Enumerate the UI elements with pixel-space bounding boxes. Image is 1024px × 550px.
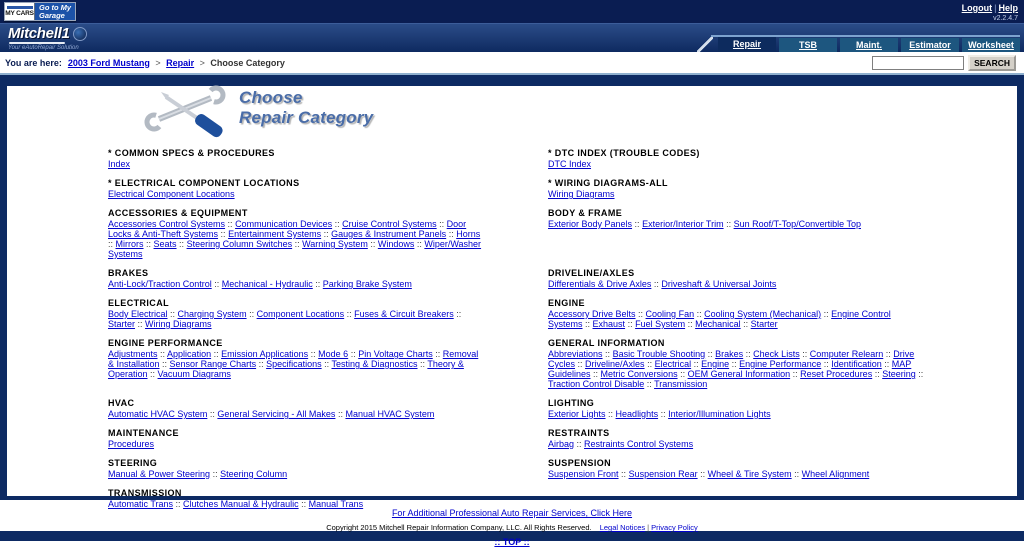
breadcrumb-link[interactable]: Repair (166, 57, 195, 68)
category-link[interactable]: Restraints Control Systems (584, 439, 694, 449)
category-link[interactable]: Communication Devices (235, 219, 333, 229)
link-separator: :: (723, 219, 734, 229)
link-separator: :: (256, 359, 267, 369)
category-link[interactable]: Testing & Diagnostics (331, 359, 418, 369)
category-link[interactable]: Procedures (108, 439, 155, 449)
back-to-top-link[interactable]: :: TOP :: (494, 537, 530, 547)
category-cell-right (548, 268, 978, 298)
category-title: STEERING (108, 458, 158, 468)
category-link[interactable]: Transmission (654, 379, 708, 389)
category-section (108, 178, 548, 199)
tab-worksheet[interactable]: Worksheet (962, 38, 1020, 52)
plate-strip (7, 6, 33, 9)
category-links (108, 159, 486, 169)
link-separator: :: (602, 349, 613, 359)
category-section (548, 428, 978, 449)
category-cell-right (548, 428, 978, 458)
link-separator: :: (312, 279, 323, 289)
promo-link[interactable]: For Additional Professional Auto Repair Services, Click Here (391, 508, 633, 518)
link-separator: :: (791, 469, 802, 479)
category-cell-left (108, 298, 548, 338)
category-link[interactable]: Anti-Lock/Traction Control (108, 279, 212, 289)
category-link[interactable]: Exhaust (592, 319, 626, 329)
link-separator: :: (321, 229, 332, 239)
category-cell-right (548, 148, 978, 178)
category-cell-right (548, 398, 978, 428)
link-separator: :: (915, 369, 924, 379)
tab-diagonal-decoration (697, 37, 713, 52)
category-link[interactable]: Engine (701, 359, 730, 369)
category-link[interactable]: Adjustments (108, 349, 158, 359)
link-separator: :: (308, 349, 319, 359)
category-links (108, 499, 486, 509)
search-input[interactable] (872, 56, 964, 70)
category-title: ENGINE PERFORMANCE (108, 338, 223, 348)
category-link[interactable]: Pin Voltage Charts (358, 349, 433, 359)
link-separator: :: (332, 219, 343, 229)
category-title: HVAC (108, 398, 135, 408)
garage-button-label (35, 3, 75, 20)
link-separator: :: (225, 219, 236, 229)
category-link[interactable]: Steering Column Switches (186, 239, 293, 249)
category-link[interactable]: Mirrors (115, 239, 144, 249)
category-title: GENERAL INFORMATION (548, 338, 665, 348)
category-link[interactable]: Wiring Diagrams (548, 189, 615, 199)
link-separator: :: (821, 309, 832, 319)
category-grid (108, 148, 1017, 518)
category-link[interactable]: Computer Relearn (809, 349, 884, 359)
category-link[interactable]: Fuel System (635, 319, 686, 329)
plate-label: MY CARS (5, 10, 34, 17)
search-button[interactable]: SEARCH (968, 55, 1016, 71)
breadcrumb-separator: > (152, 57, 164, 68)
category-link[interactable]: Warning System (302, 239, 368, 249)
category-cell-right (548, 458, 978, 488)
category-link[interactable]: Suspension Rear (628, 469, 698, 479)
link-separator: :: (211, 349, 222, 359)
breadcrumb-trail (68, 58, 285, 68)
category-link[interactable]: Starter (750, 319, 778, 329)
category-links (548, 219, 926, 229)
category-links (108, 219, 486, 259)
link-separator: :: (618, 469, 629, 479)
category-title: * COMMON SPECS & PROCEDURES (108, 148, 275, 158)
link-separator: :: (697, 469, 708, 479)
category-link[interactable]: Automatic HVAC System (108, 409, 208, 419)
category-title: BODY & FRAME (548, 208, 623, 218)
link-separator: :: (417, 359, 428, 369)
link-separator: :: (651, 279, 662, 289)
category-links (548, 309, 926, 329)
category-link[interactable]: Mechanical - Hydraulic (221, 279, 313, 289)
category-link[interactable]: MAP Guidelines (548, 359, 912, 379)
category-link[interactable]: Wheel Alignment (801, 469, 870, 479)
category-link[interactable]: Engine Performance (739, 359, 822, 369)
category-row (108, 398, 1017, 428)
category-section (548, 398, 978, 419)
category-link[interactable]: Door Locks & Anti-Theft Systems (108, 219, 467, 239)
link-separator: :: (210, 469, 221, 479)
category-link[interactable]: Reset Procedures (800, 369, 873, 379)
link-separator: :: (644, 359, 655, 369)
category-link[interactable]: Horns (456, 229, 481, 239)
category-link[interactable]: Drive Cycles (548, 349, 915, 369)
link-separator: :: (414, 239, 425, 249)
category-link[interactable]: Parking Brake System (322, 279, 412, 289)
brand-tagline: Your eAutoRepair Solution (8, 45, 79, 51)
category-section (108, 338, 548, 379)
category-link[interactable]: Starter (108, 319, 136, 329)
category-title: * DTC INDEX (TROUBLE CODES) (548, 148, 700, 158)
category-row (108, 208, 1017, 268)
link-separator: :: (143, 239, 154, 249)
category-section (108, 488, 548, 509)
category-link[interactable]: OEM General Information (687, 369, 791, 379)
category-section (548, 148, 978, 169)
category-link[interactable]: Driveshaft & Universal Joints (661, 279, 777, 289)
link-separator: :: (246, 309, 257, 319)
category-link[interactable]: Exterior/Interior Trim (642, 219, 724, 229)
link-separator: :: (436, 219, 447, 229)
link-separator: :: (729, 359, 740, 369)
content-frame (0, 75, 1024, 509)
category-title: * ELECTRICAL COMPONENT LOCATIONS (108, 178, 300, 188)
category-link[interactable]: Specifications (266, 359, 322, 369)
link-separator: :: (147, 369, 158, 379)
category-link[interactable]: Cruise Control Systems (342, 219, 437, 229)
link-separator: :: (743, 349, 754, 359)
category-cell-left (108, 428, 548, 458)
category-link[interactable]: Seats (153, 239, 177, 249)
category-section (108, 268, 548, 289)
breadcrumb-separator: > (197, 57, 208, 68)
category-links (108, 189, 486, 199)
link-separator: :: (344, 309, 355, 319)
link-separator: :: (298, 499, 309, 509)
version-label: v2.2.4.7 (993, 15, 1018, 22)
category-cell-right (548, 178, 978, 208)
category-link[interactable]: Differentials & Drive Axles (548, 279, 652, 289)
category-link[interactable]: Engine Control Systems (548, 309, 891, 329)
link-separator: :: (167, 309, 178, 319)
page-title (239, 88, 373, 128)
category-links (548, 159, 926, 169)
category-links (108, 409, 486, 419)
session-links (962, 2, 1018, 23)
mitchell1-logo (8, 25, 87, 51)
link-separator: :: (625, 319, 636, 329)
link-separator: :: (632, 219, 643, 229)
category-cell-right (548, 338, 978, 398)
category-link[interactable]: Wiring Diagrams (145, 319, 212, 329)
link-separator: :: (218, 229, 229, 239)
category-row (108, 338, 1017, 398)
link-separator: :: (740, 319, 751, 329)
category-link[interactable]: General Servicing - All Makes (217, 409, 336, 419)
category-cell-left (108, 208, 548, 268)
category-link[interactable]: Cooling System (Mechanical) (704, 309, 822, 319)
category-link[interactable]: Traction Control Disable (548, 379, 645, 389)
category-link[interactable]: Index (108, 159, 131, 169)
category-row (108, 428, 1017, 458)
main-nav-tabs (697, 35, 1020, 52)
category-links (108, 469, 486, 479)
my-cars-plate-icon (5, 3, 35, 20)
category-link[interactable]: Sun Roof/T-Top/Convertible Top (733, 219, 861, 229)
category-link[interactable]: Gauges & Instrument Panels (331, 229, 447, 239)
category-cell-left (108, 398, 548, 428)
category-links (108, 309, 486, 329)
category-link[interactable]: Mechanical (695, 319, 741, 329)
tab-estimator[interactable]: Estimator (901, 38, 959, 52)
category-link[interactable]: Accessory Drive Belts (548, 309, 636, 319)
tab-maint[interactable]: Maint. (840, 38, 898, 52)
tab-tsb[interactable]: TSB (779, 38, 837, 52)
utility-bar (0, 52, 1024, 75)
category-link[interactable]: Emission Applications (221, 349, 309, 359)
category-section (108, 148, 548, 169)
category-link[interactable]: Exterior Body Panels (548, 219, 633, 229)
link-separator: :: (582, 319, 593, 329)
link-separator: :: (173, 499, 184, 509)
category-link[interactable]: Basic Trouble Shooting (612, 349, 706, 359)
link-separator: :: (790, 369, 801, 379)
category-link[interactable]: Wheel & Tire System (707, 469, 792, 479)
link-separator: :: (821, 359, 832, 369)
category-link[interactable]: Airbag (548, 439, 575, 449)
link-separator: :: (159, 359, 170, 369)
category-title: LIGHTING (548, 398, 595, 408)
category-links (108, 439, 486, 449)
breadcrumb-current: Choose Category (210, 57, 285, 68)
category-link[interactable]: Interior/Illumination Lights (668, 409, 771, 419)
top-bar (0, 0, 1024, 23)
category-link[interactable]: Entertainment Systems (228, 229, 322, 239)
category-title: RESTRAINTS (548, 428, 610, 438)
category-section (548, 208, 978, 229)
link-separator: :: (292, 239, 303, 249)
category-link[interactable]: Identification (831, 359, 882, 369)
category-links (548, 279, 926, 289)
ondemand-badge-icon (73, 27, 87, 41)
legal-divider: | (647, 523, 650, 532)
link-separator: :: (367, 239, 378, 249)
category-link[interactable]: Steering (882, 369, 916, 379)
brand-underline (9, 42, 65, 44)
category-cell-left (108, 268, 548, 298)
link-separator: :: (348, 349, 359, 359)
privacy-policy-link[interactable]: Privacy Policy (651, 523, 698, 532)
page-header (143, 86, 1017, 138)
category-link[interactable]: Accessories Control Systems (108, 219, 226, 229)
category-title: ENGINE (548, 298, 585, 308)
category-links (108, 279, 486, 289)
tab-repair[interactable]: Repair (718, 37, 776, 52)
category-link[interactable]: Check Lists (753, 349, 800, 359)
link-separator: :: (157, 349, 168, 359)
link-separator: :: (705, 349, 716, 359)
category-link[interactable]: Manual Trans (308, 499, 364, 509)
category-link[interactable]: Component Locations (256, 309, 345, 319)
search-panel (869, 53, 1019, 73)
link-separator: :: (135, 319, 146, 329)
content-area (7, 86, 1017, 509)
garage-label-line1: Go to My (39, 3, 72, 12)
breadcrumb-link[interactable]: 2003 Ford Mustang (67, 57, 150, 68)
link-separator: :: (335, 409, 346, 419)
category-cell-right (548, 208, 978, 268)
category-link[interactable]: Driveline/Axles (585, 359, 645, 369)
category-link[interactable]: Application (167, 349, 212, 359)
link-separator: :: (694, 309, 705, 319)
category-section (108, 458, 548, 479)
category-link[interactable]: Exterior Lights (548, 409, 606, 419)
link-separator: :: (207, 409, 218, 419)
category-link[interactable]: Suspension Front (548, 469, 619, 479)
link-separator: :: (685, 319, 696, 329)
category-links (548, 189, 926, 199)
category-title: ACCESSORIES & EQUIPMENT (108, 208, 248, 218)
logout-link[interactable]: Logout (961, 3, 993, 13)
category-row (108, 148, 1017, 178)
link-divider: | (994, 3, 997, 13)
category-link[interactable]: Clutches Manual & Hydraulic (183, 499, 299, 509)
link-separator: :: (605, 409, 616, 419)
category-section (108, 398, 548, 419)
link-separator: :: (799, 349, 810, 359)
category-link[interactable]: Steering Column (220, 469, 288, 479)
category-section (548, 298, 978, 329)
category-link[interactable]: Windows (377, 239, 415, 249)
go-to-my-garage-button[interactable] (4, 2, 76, 21)
category-link[interactable]: Abbreviations (548, 349, 603, 359)
category-title: TRANSMISSION (108, 488, 182, 498)
link-separator: :: (453, 309, 462, 319)
category-links (548, 409, 926, 419)
tab-accent-line (711, 35, 1020, 37)
copyright-text: Copyright 2015 Mitchell Repair Information Company, LLC. All Rights Reserved. (326, 523, 592, 532)
link-separator: :: (575, 359, 586, 369)
category-link[interactable]: Mode 6 (318, 349, 349, 359)
category-title: * WIRING DIAGRAMS-ALL (548, 178, 668, 188)
category-link[interactable]: Manual & Power Steering (108, 469, 211, 479)
category-link[interactable]: Automatic Trans (108, 499, 174, 509)
category-link[interactable]: Cooling Fan (645, 309, 695, 319)
category-section (548, 178, 978, 199)
legal-notices-link[interactable]: Legal Notices (599, 523, 646, 532)
category-cell-right (548, 298, 978, 338)
category-links (548, 469, 926, 479)
page-title-line2: Repair Category (239, 108, 374, 127)
category-link[interactable]: Headlights (615, 409, 659, 419)
crossed-tools-icon (143, 86, 231, 134)
category-cell-left (108, 488, 548, 518)
category-link[interactable]: Manual HVAC System (345, 409, 435, 419)
category-title: ELECTRICAL (108, 298, 169, 308)
category-links (108, 349, 486, 379)
category-row (108, 298, 1017, 338)
category-section (548, 268, 978, 289)
category-section (108, 428, 548, 449)
category-link[interactable]: Wiper/Washer Systems (108, 239, 482, 259)
category-link[interactable]: Electrical Component Locations (108, 189, 235, 199)
category-title: MAINTENANCE (108, 428, 179, 438)
link-separator: :: (635, 309, 646, 319)
link-separator: :: (883, 349, 894, 359)
link-separator: :: (590, 369, 601, 379)
page-title-line1: Choose (239, 88, 303, 107)
category-row (108, 458, 1017, 488)
link-separator: :: (574, 439, 585, 449)
breadcrumb (5, 58, 285, 68)
category-link[interactable]: Metric Conversions (600, 369, 678, 379)
category-link[interactable]: Fuses & Circuit Breakers (354, 309, 454, 319)
category-link[interactable]: DTC Index (548, 159, 592, 169)
category-cell-left (108, 338, 548, 398)
link-separator: :: (446, 229, 457, 239)
category-title: BRAKES (108, 268, 149, 278)
brand-bar (0, 23, 1024, 52)
category-cell-left (108, 178, 548, 208)
category-link[interactable]: Brakes (715, 349, 744, 359)
link-separator: :: (432, 349, 443, 359)
category-cell-left (108, 148, 548, 178)
category-section (548, 458, 978, 479)
category-link[interactable]: Charging System (177, 309, 247, 319)
brand-name: Mitchell1 (8, 25, 70, 42)
category-link[interactable]: Theory & Operation (108, 359, 464, 379)
link-separator: :: (881, 359, 892, 369)
category-link[interactable]: Electrical (654, 359, 692, 369)
help-link[interactable]: Help (998, 3, 1018, 13)
category-links (548, 349, 926, 389)
category-link[interactable]: Removal & Installation (108, 349, 479, 369)
link-separator: :: (211, 279, 222, 289)
category-title: DRIVELINE/AXLES (548, 268, 635, 278)
link-separator: :: (872, 369, 883, 379)
category-link[interactable]: Body Electrical (108, 309, 168, 319)
category-section (108, 208, 548, 259)
link-separator: :: (677, 369, 688, 379)
category-link[interactable]: Sensor Range Charts (169, 359, 257, 369)
category-row (108, 178, 1017, 208)
link-separator: :: (658, 409, 669, 419)
link-separator: :: (321, 359, 332, 369)
link-separator: :: (108, 239, 116, 249)
link-separator: :: (691, 359, 702, 369)
category-links (548, 439, 926, 449)
link-separator: :: (644, 379, 655, 389)
link-separator: :: (176, 239, 187, 249)
category-cell-right (548, 488, 978, 518)
category-row (108, 488, 1017, 518)
category-section (548, 338, 978, 389)
category-title: SUSPENSION (548, 458, 612, 468)
garage-label-line2: Garage (39, 11, 65, 20)
breadcrumb-prefix: You are here: (5, 57, 62, 68)
category-section (108, 298, 548, 329)
category-link[interactable]: Vacuum Diagrams (157, 369, 231, 379)
category-row (108, 268, 1017, 298)
category-cell-left (108, 458, 548, 488)
